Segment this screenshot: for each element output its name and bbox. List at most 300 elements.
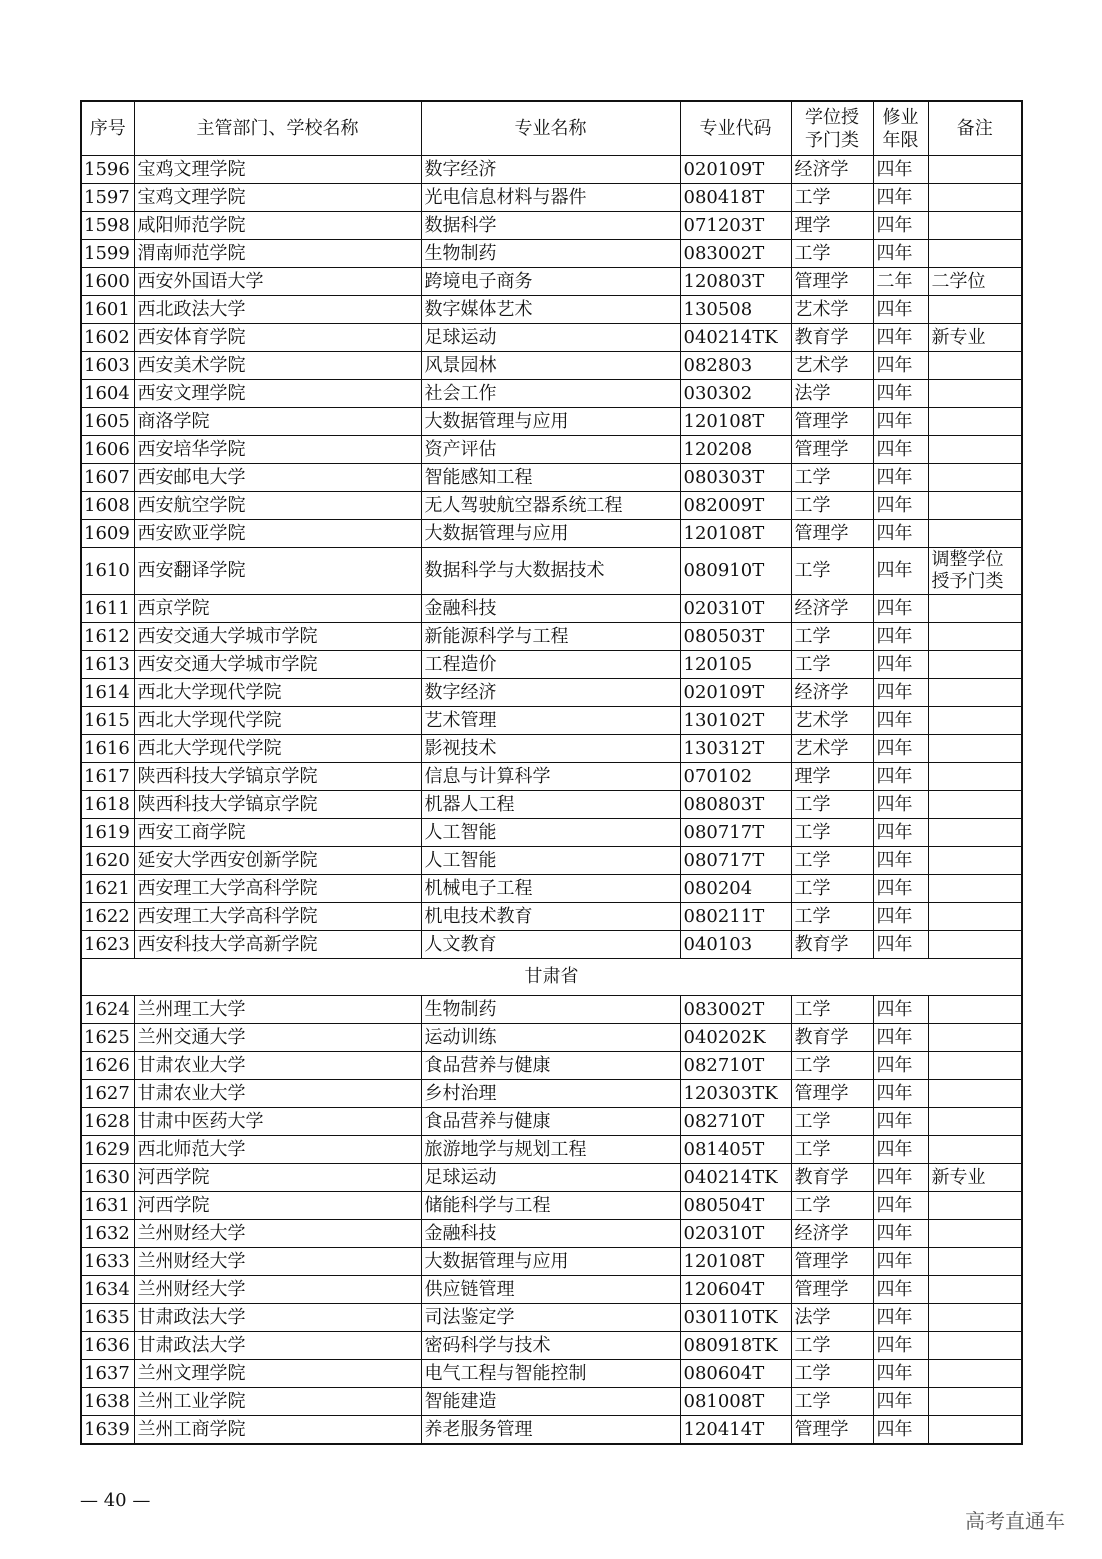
cell-school: 兰州理工大学	[134, 996, 421, 1024]
cell-code: 082710T	[680, 1052, 791, 1080]
cell-major: 金融科技	[421, 595, 680, 623]
cell-duration: 四年	[873, 464, 928, 492]
cell-code: 130102T	[680, 707, 791, 735]
cell-degree: 艺术学	[791, 735, 873, 763]
cell-degree: 法学	[791, 1304, 873, 1332]
cell-index: 1624	[81, 996, 134, 1024]
cell-index: 1610	[81, 548, 134, 595]
cell-code: 080803T	[680, 791, 791, 819]
cell-degree: 工学	[791, 819, 873, 847]
cell-note	[928, 819, 1022, 847]
cell-degree: 管理学	[791, 1080, 873, 1108]
cell-major: 数字经济	[421, 156, 680, 184]
cell-duration: 四年	[873, 1388, 928, 1416]
cell-duration: 四年	[873, 1024, 928, 1052]
cell-degree: 工学	[791, 464, 873, 492]
cell-index: 1617	[81, 763, 134, 791]
cell-degree: 工学	[791, 847, 873, 875]
cell-degree: 工学	[791, 1108, 873, 1136]
cell-index: 1604	[81, 380, 134, 408]
table-row	[81, 1136, 1022, 1164]
cell-degree: 工学	[791, 875, 873, 903]
cell-school: 西安文理学院	[134, 380, 421, 408]
cell-school: 西安邮电大学	[134, 464, 421, 492]
cell-school: 西安交通大学城市学院	[134, 651, 421, 679]
table-row	[81, 1192, 1022, 1220]
table-row	[81, 464, 1022, 492]
cell-note	[928, 1052, 1022, 1080]
cell-degree: 艺术学	[791, 707, 873, 735]
cell-major: 数据科学与大数据技术	[421, 548, 680, 595]
cell-major: 信息与计算科学	[421, 763, 680, 791]
table-body-gansu	[81, 996, 1022, 1445]
table-row	[81, 735, 1022, 763]
cell-degree: 管理学	[791, 1416, 873, 1445]
cell-major: 金融科技	[421, 1220, 680, 1248]
cell-code: 080418T	[680, 184, 791, 212]
cell-index: 1608	[81, 492, 134, 520]
cell-code: 082009T	[680, 492, 791, 520]
cell-major: 新能源科学与工程	[421, 623, 680, 651]
table-row	[81, 492, 1022, 520]
cell-index: 1625	[81, 1024, 134, 1052]
cell-major: 人工智能	[421, 819, 680, 847]
table-row	[81, 1304, 1022, 1332]
cell-index: 1603	[81, 352, 134, 380]
cell-duration: 四年	[873, 763, 928, 791]
table-row	[81, 763, 1022, 791]
cell-school: 西安理工大学高科学院	[134, 875, 421, 903]
cell-major: 工程造价	[421, 651, 680, 679]
cell-major: 大数据管理与应用	[421, 520, 680, 548]
cell-note	[928, 679, 1022, 707]
cell-school: 甘肃农业大学	[134, 1052, 421, 1080]
cell-duration: 四年	[873, 1164, 928, 1192]
cell-major: 生物制药	[421, 240, 680, 268]
cell-degree: 经济学	[791, 1220, 873, 1248]
cell-note	[928, 847, 1022, 875]
cell-code: 080918TK	[680, 1332, 791, 1360]
table-row	[81, 352, 1022, 380]
cell-code: 020109T	[680, 679, 791, 707]
cell-school: 西安外国语大学	[134, 268, 421, 296]
table-row	[81, 819, 1022, 847]
table-row	[81, 1052, 1022, 1080]
cell-major: 足球运动	[421, 324, 680, 352]
cell-degree: 管理学	[791, 436, 873, 464]
cell-duration: 四年	[873, 791, 928, 819]
header-index: 序号	[81, 101, 134, 156]
cell-school: 兰州工商学院	[134, 1416, 421, 1445]
table-row	[81, 324, 1022, 352]
cell-duration: 四年	[873, 1108, 928, 1136]
cell-degree: 管理学	[791, 1276, 873, 1304]
cell-major: 数字经济	[421, 679, 680, 707]
cell-degree: 教育学	[791, 324, 873, 352]
cell-school: 西安体育学院	[134, 324, 421, 352]
cell-code: 080504T	[680, 1192, 791, 1220]
cell-degree: 理学	[791, 763, 873, 791]
cell-degree: 经济学	[791, 595, 873, 623]
table-row	[81, 707, 1022, 735]
cell-duration: 四年	[873, 1192, 928, 1220]
cell-degree: 教育学	[791, 1024, 873, 1052]
cell-code: 081008T	[680, 1388, 791, 1416]
cell-school: 西安科技大学高新学院	[134, 931, 421, 959]
cell-index: 1607	[81, 464, 134, 492]
cell-school: 兰州交通大学	[134, 1024, 421, 1052]
cell-index: 1635	[81, 1304, 134, 1332]
cell-major: 生物制药	[421, 996, 680, 1024]
cell-index: 1637	[81, 1360, 134, 1388]
cell-index: 1618	[81, 791, 134, 819]
cell-major: 人工智能	[421, 847, 680, 875]
cell-school: 甘肃政法大学	[134, 1332, 421, 1360]
cell-code: 071203T	[680, 212, 791, 240]
cell-note	[928, 156, 1022, 184]
cell-index: 1606	[81, 436, 134, 464]
cell-duration: 四年	[873, 1080, 928, 1108]
cell-index: 1632	[81, 1220, 134, 1248]
cell-degree: 工学	[791, 903, 873, 931]
cell-code: 040103	[680, 931, 791, 959]
table-row	[81, 595, 1022, 623]
cell-duration: 四年	[873, 847, 928, 875]
cell-code: 120414T	[680, 1416, 791, 1445]
cell-duration: 四年	[873, 1248, 928, 1276]
cell-major: 机器人工程	[421, 791, 680, 819]
cell-school: 宝鸡文理学院	[134, 156, 421, 184]
cell-duration: 四年	[873, 1332, 928, 1360]
cell-index: 1598	[81, 212, 134, 240]
cell-note	[928, 1304, 1022, 1332]
cell-note	[928, 931, 1022, 959]
header-school: 主管部门、学校名称	[134, 101, 421, 156]
cell-code: 020310T	[680, 595, 791, 623]
cell-duration: 四年	[873, 548, 928, 595]
cell-code: 080303T	[680, 464, 791, 492]
cell-index: 1597	[81, 184, 134, 212]
cell-note	[928, 352, 1022, 380]
cell-note	[928, 1024, 1022, 1052]
cell-note	[928, 1248, 1022, 1276]
cell-note	[928, 520, 1022, 548]
cell-note	[928, 1192, 1022, 1220]
cell-degree: 理学	[791, 212, 873, 240]
cell-school: 延安大学西安创新学院	[134, 847, 421, 875]
cell-school: 西北政法大学	[134, 296, 421, 324]
cell-index: 1612	[81, 623, 134, 651]
cell-duration: 四年	[873, 819, 928, 847]
cell-degree: 管理学	[791, 268, 873, 296]
cell-code: 080717T	[680, 819, 791, 847]
table-row	[81, 1276, 1022, 1304]
cell-major: 跨境电子商务	[421, 268, 680, 296]
province-row	[81, 959, 1022, 996]
cell-degree: 工学	[791, 623, 873, 651]
cell-school: 咸阳师范学院	[134, 212, 421, 240]
cell-school: 甘肃中医药大学	[134, 1108, 421, 1136]
cell-school: 西北大学现代学院	[134, 707, 421, 735]
cell-index: 1619	[81, 819, 134, 847]
table-row	[81, 1248, 1022, 1276]
cell-code: 030302	[680, 380, 791, 408]
cell-note	[928, 1388, 1022, 1416]
cell-note	[928, 492, 1022, 520]
cell-school: 宝鸡文理学院	[134, 184, 421, 212]
cell-degree: 工学	[791, 651, 873, 679]
cell-major: 数据科学	[421, 212, 680, 240]
cell-note: 调整学位授予门类	[928, 548, 1022, 595]
cell-major: 社会工作	[421, 380, 680, 408]
cell-note: 新专业	[928, 324, 1022, 352]
cell-duration: 四年	[873, 735, 928, 763]
table-row	[81, 1108, 1022, 1136]
cell-school: 西安欧亚学院	[134, 520, 421, 548]
cell-index: 1636	[81, 1332, 134, 1360]
cell-note	[928, 1136, 1022, 1164]
cell-major: 大数据管理与应用	[421, 1248, 680, 1276]
cell-index: 1596	[81, 156, 134, 184]
table-header	[81, 101, 1022, 156]
cell-index: 1621	[81, 875, 134, 903]
cell-duration: 四年	[873, 492, 928, 520]
cell-duration: 四年	[873, 1220, 928, 1248]
table-row	[81, 931, 1022, 959]
table-row	[81, 1416, 1022, 1445]
cell-major: 密码科学与技术	[421, 1332, 680, 1360]
cell-note	[928, 464, 1022, 492]
cell-duration: 四年	[873, 903, 928, 931]
cell-degree: 工学	[791, 1136, 873, 1164]
cell-major: 数字媒体艺术	[421, 296, 680, 324]
cell-degree: 管理学	[791, 520, 873, 548]
cell-duration: 四年	[873, 380, 928, 408]
cell-degree: 工学	[791, 1192, 873, 1220]
cell-code: 120108T	[680, 408, 791, 436]
cell-major: 乡村治理	[421, 1080, 680, 1108]
cell-index: 1620	[81, 847, 134, 875]
cell-note	[928, 1080, 1022, 1108]
cell-index: 1626	[81, 1052, 134, 1080]
cell-note	[928, 1360, 1022, 1388]
cell-code: 120108T	[680, 1248, 791, 1276]
cell-degree: 工学	[791, 791, 873, 819]
cell-note	[928, 1220, 1022, 1248]
cell-degree: 艺术学	[791, 352, 873, 380]
cell-school: 河西学院	[134, 1192, 421, 1220]
table-row	[81, 380, 1022, 408]
table-row	[81, 184, 1022, 212]
cell-degree: 工学	[791, 1332, 873, 1360]
cell-code: 040214TK	[680, 324, 791, 352]
cell-code: 040202K	[680, 1024, 791, 1052]
cell-note	[928, 735, 1022, 763]
cell-duration: 四年	[873, 1304, 928, 1332]
cell-index: 1630	[81, 1164, 134, 1192]
cell-note: 二学位	[928, 268, 1022, 296]
cell-code: 130312T	[680, 735, 791, 763]
cell-code: 080717T	[680, 847, 791, 875]
cell-index: 1611	[81, 595, 134, 623]
cell-duration: 二年	[873, 268, 928, 296]
table-row	[81, 791, 1022, 819]
cell-code: 080604T	[680, 1360, 791, 1388]
cell-school: 西安理工大学高科学院	[134, 903, 421, 931]
cell-index: 1633	[81, 1248, 134, 1276]
cell-note	[928, 763, 1022, 791]
header-note: 备注	[928, 101, 1022, 156]
cell-index: 1605	[81, 408, 134, 436]
cell-duration: 四年	[873, 1276, 928, 1304]
cell-code: 120303TK	[680, 1080, 791, 1108]
watermark: 高考直通车	[965, 1509, 1065, 1533]
cell-major: 足球运动	[421, 1164, 680, 1192]
cell-code: 080910T	[680, 548, 791, 595]
cell-major: 司法鉴定学	[421, 1304, 680, 1332]
cell-code: 083002T	[680, 240, 791, 268]
cell-major: 储能科学与工程	[421, 1192, 680, 1220]
cell-code: 020109T	[680, 156, 791, 184]
cell-school: 西北大学现代学院	[134, 735, 421, 763]
cell-duration: 四年	[873, 408, 928, 436]
cell-duration: 四年	[873, 996, 928, 1024]
table-row	[81, 651, 1022, 679]
cell-index: 1614	[81, 679, 134, 707]
cell-code: 082710T	[680, 1108, 791, 1136]
cell-major: 智能建造	[421, 1388, 680, 1416]
cell-degree: 经济学	[791, 156, 873, 184]
cell-note	[928, 1332, 1022, 1360]
cell-school: 兰州财经大学	[134, 1276, 421, 1304]
cell-note	[928, 595, 1022, 623]
cell-school: 西北大学现代学院	[134, 679, 421, 707]
cell-index: 1629	[81, 1136, 134, 1164]
cell-code: 083002T	[680, 996, 791, 1024]
cell-index: 1627	[81, 1080, 134, 1108]
cell-degree: 工学	[791, 240, 873, 268]
cell-degree: 工学	[791, 1052, 873, 1080]
cell-note	[928, 623, 1022, 651]
cell-major: 资产评估	[421, 436, 680, 464]
table-body-shaanxi	[81, 156, 1022, 959]
cell-index: 1613	[81, 651, 134, 679]
cell-code: 130508	[680, 296, 791, 324]
table-row	[81, 548, 1022, 595]
cell-index: 1638	[81, 1388, 134, 1416]
cell-duration: 四年	[873, 156, 928, 184]
cell-degree: 工学	[791, 548, 873, 595]
cell-school: 兰州工业学院	[134, 1388, 421, 1416]
table-row	[81, 520, 1022, 548]
cell-degree: 工学	[791, 1360, 873, 1388]
cell-code: 120208	[680, 436, 791, 464]
cell-code: 080211T	[680, 903, 791, 931]
cell-duration: 四年	[873, 296, 928, 324]
table-row	[81, 436, 1022, 464]
cell-duration: 四年	[873, 324, 928, 352]
cell-major: 运动训练	[421, 1024, 680, 1052]
cell-note	[928, 707, 1022, 735]
cell-school: 甘肃农业大学	[134, 1080, 421, 1108]
cell-major: 旅游地学与规划工程	[421, 1136, 680, 1164]
table-row	[81, 268, 1022, 296]
cell-index: 1609	[81, 520, 134, 548]
cell-note: 新专业	[928, 1164, 1022, 1192]
table-row	[81, 847, 1022, 875]
cell-note	[928, 380, 1022, 408]
cell-duration: 四年	[873, 679, 928, 707]
cell-school: 陕西科技大学镐京学院	[134, 763, 421, 791]
cell-index: 1615	[81, 707, 134, 735]
cell-school: 兰州文理学院	[134, 1360, 421, 1388]
cell-major: 影视技术	[421, 735, 680, 763]
cell-note	[928, 1416, 1022, 1445]
cell-note	[928, 651, 1022, 679]
cell-duration: 四年	[873, 352, 928, 380]
table-row	[81, 240, 1022, 268]
cell-degree: 工学	[791, 1388, 873, 1416]
cell-school: 兰州财经大学	[134, 1248, 421, 1276]
header-duration: 修业年限	[873, 101, 928, 156]
cell-index: 1631	[81, 1192, 134, 1220]
cell-note	[928, 436, 1022, 464]
cell-duration: 四年	[873, 875, 928, 903]
cell-duration: 四年	[873, 707, 928, 735]
cell-duration: 四年	[873, 184, 928, 212]
table-row	[81, 1024, 1022, 1052]
cell-note	[928, 1276, 1022, 1304]
cell-code: 120604T	[680, 1276, 791, 1304]
header-major: 专业名称	[421, 101, 680, 156]
cell-school: 渭南师范学院	[134, 240, 421, 268]
table-row	[81, 296, 1022, 324]
cell-degree: 法学	[791, 380, 873, 408]
cell-duration: 四年	[873, 931, 928, 959]
cell-code: 120108T	[680, 520, 791, 548]
cell-major: 艺术管理	[421, 707, 680, 735]
cell-duration: 四年	[873, 651, 928, 679]
cell-degree: 教育学	[791, 1164, 873, 1192]
cell-note	[928, 791, 1022, 819]
table-row	[81, 903, 1022, 931]
cell-note	[928, 212, 1022, 240]
cell-index: 1602	[81, 324, 134, 352]
cell-school: 河西学院	[134, 1164, 421, 1192]
cell-code: 020310T	[680, 1220, 791, 1248]
cell-school: 西安航空学院	[134, 492, 421, 520]
cell-duration: 四年	[873, 1360, 928, 1388]
cell-major: 食品营养与健康	[421, 1108, 680, 1136]
cell-school: 西安翻译学院	[134, 548, 421, 595]
table-row	[81, 156, 1022, 184]
cell-index: 1601	[81, 296, 134, 324]
table-row	[81, 996, 1022, 1024]
cell-code: 120105	[680, 651, 791, 679]
cell-degree: 经济学	[791, 679, 873, 707]
cell-degree: 艺术学	[791, 296, 873, 324]
cell-degree: 工学	[791, 184, 873, 212]
cell-note	[928, 996, 1022, 1024]
table-row	[81, 1164, 1022, 1192]
table-row	[81, 1220, 1022, 1248]
cell-index: 1600	[81, 268, 134, 296]
cell-degree: 教育学	[791, 931, 873, 959]
page-number: — 40 —	[80, 1490, 151, 1511]
cell-major: 食品营养与健康	[421, 1052, 680, 1080]
cell-school: 西京学院	[134, 595, 421, 623]
cell-school: 兰州财经大学	[134, 1220, 421, 1248]
